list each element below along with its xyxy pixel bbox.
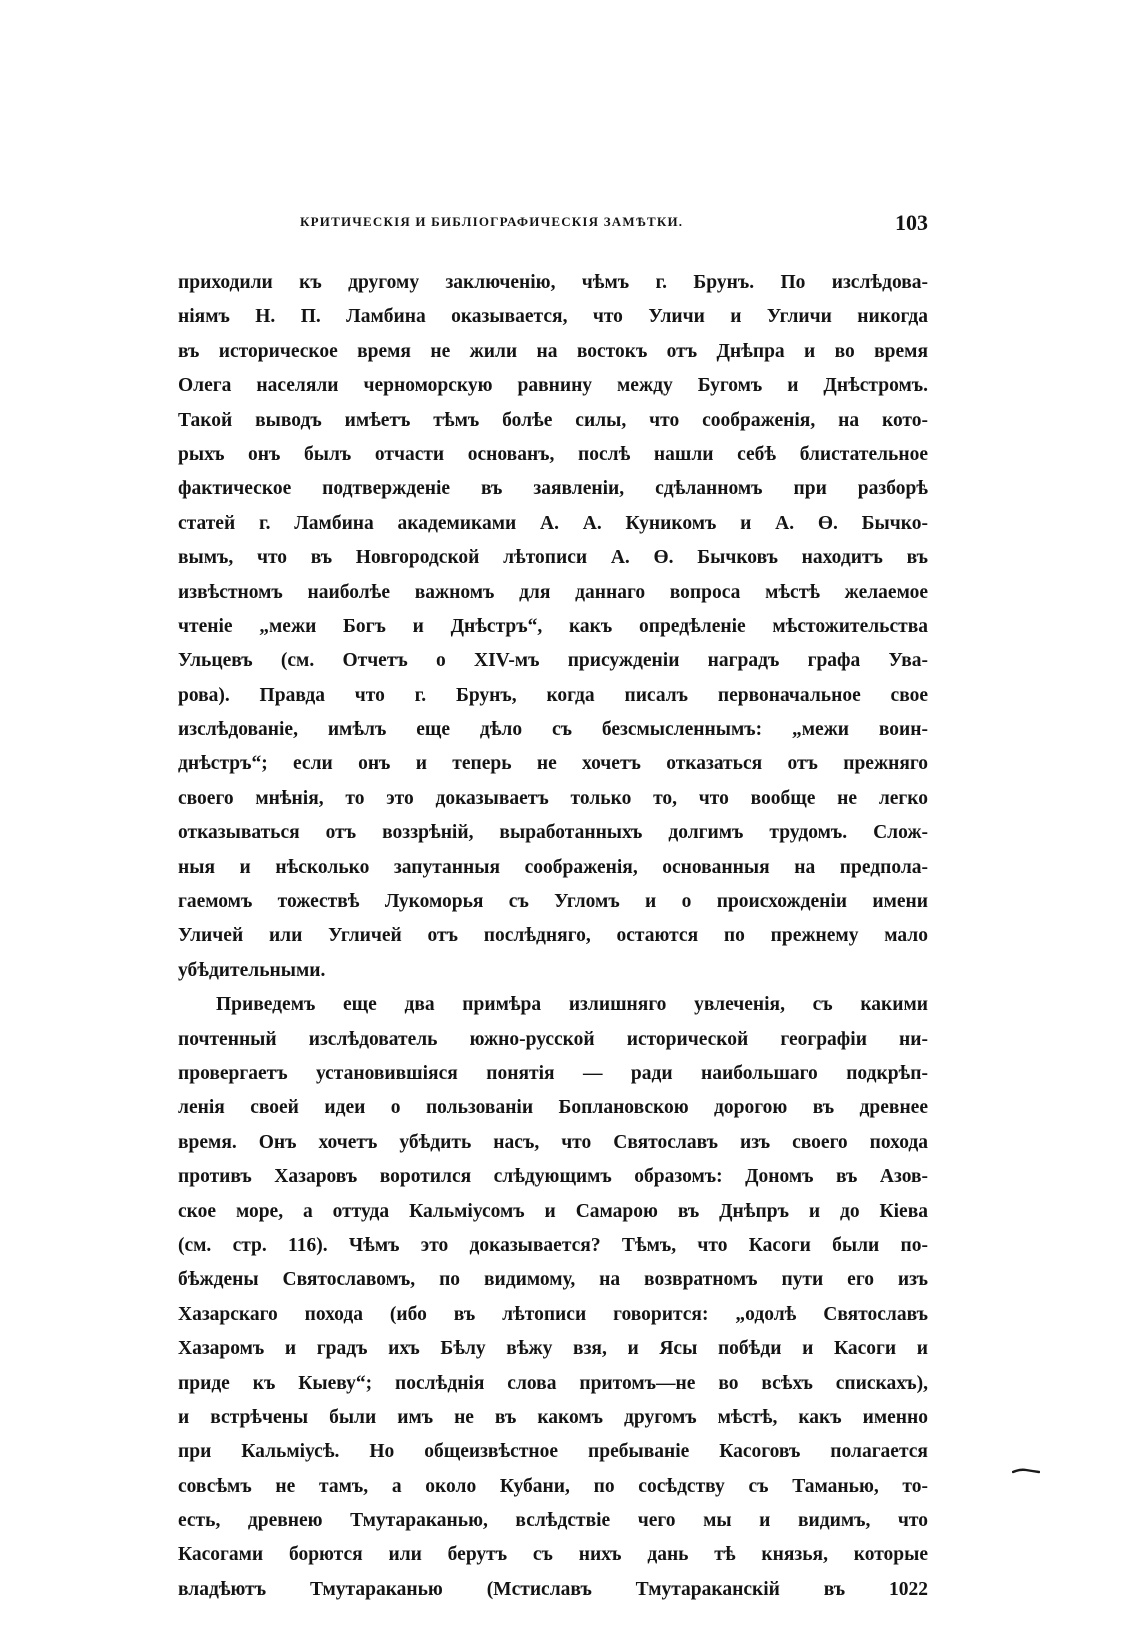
- body-text: [178, 266, 928, 1607]
- page-header: [300, 210, 928, 236]
- text-line: Хазарскаго похода (ибо въ лѣтописи говорится: „одолѣ Святославъ: [178, 1303, 928, 1325]
- running-head: КРИТИЧЕСКІЯ И БИБЛІОГРАФИЧЕСКІЯ ЗАМѢТКИ.: [300, 214, 684, 229]
- text-line: при Кальміусѣ. Но общеизвѣстное пребываніе Касоговъ полагается: [178, 1441, 928, 1463]
- text-line: днѣстръ“; если онъ и теперь не хочетъ отказаться отъ прежняго: [178, 753, 928, 775]
- text-line: Ульцевъ (см. Отчетъ о XIV-мъ присужденіи наградъ графа Ува-: [178, 650, 928, 672]
- text-line: и встрѣчены были имъ не въ какомъ другомъ мѣстѣ, какъ именно: [178, 1406, 928, 1428]
- text-line: владѣютъ Тмутараканью (Мстиславъ Тмутараканскій въ 1022: [178, 1578, 928, 1600]
- page-number: 103: [895, 210, 928, 235]
- text-line: Хазаромъ и градъ ихъ Бѣлу вѣжу взя, и Ясы побѣди и Касоги и: [178, 1338, 928, 1360]
- text-line: изслѣдованіе, имѣлъ еще дѣло съ безсмысленнымъ: „межи воин-: [178, 719, 928, 741]
- text-line: Олега населяли черноморскую равнину между Бугомъ и Днѣстромъ.: [178, 375, 928, 397]
- text-line: чтеніе „межи Богъ и Днѣстръ“, какъ опредѣленіе мѣстожительства: [178, 615, 928, 637]
- paragraph-start-line: Приведемъ еще два примѣра излишняго увлеченія, съ какими: [216, 994, 928, 1016]
- text-line: своего мнѣнія, то это доказываетъ только то, что вообще не легко: [178, 787, 928, 809]
- text-line: бѣждены Святославомъ, по видимому, на возвратномъ пути его изъ: [178, 1269, 928, 1291]
- margin-dash-mark: [1012, 1467, 1040, 1475]
- text-line: отказываться отъ воззрѣній, выработанныхъ долгимъ трудомъ. Слож-: [178, 822, 928, 844]
- text-line: совсѣмъ не тамъ, а около Кубани, по сосѣдству съ Таманью, то-: [178, 1475, 928, 1497]
- text-line: есть, древнею Тмутараканью, вслѣдствіе чего мы и видимъ, что: [178, 1510, 928, 1532]
- text-line: рова). Правда что г. Брунъ, когда писалъ первоначальное свое: [178, 684, 928, 706]
- text-line: Такой выводъ имѣетъ тѣмъ болѣе силы, что соображенія, на кото-: [178, 409, 928, 431]
- paragraph-end-line: убѣдительными.: [178, 959, 326, 981]
- text-line: фактическое подтвержденіе въ заявленіи, сдѣланномъ при разборѣ: [178, 478, 928, 500]
- text-line: время. Онъ хочетъ убѣдить насъ, что Святославъ изъ своего похода: [178, 1131, 928, 1153]
- text-line: рыхъ онъ былъ отчасти основанъ, послѣ нашли себѣ блистательное: [178, 443, 928, 465]
- text-line: въ историческое время не жили на востокъ отъ Днѣпра и во время: [178, 340, 928, 362]
- text-line: ское море, а оттуда Кальміусомъ и Самарою въ Днѣпръ и до Кіева: [178, 1200, 928, 1222]
- text-line: гаемомъ тожествѣ Лукоморья съ Угломъ и о происхожденіи имени: [178, 891, 928, 913]
- text-line: (см. стр. 116). Чѣмъ это доказывается? Тѣмъ, что Касоги были по-: [178, 1234, 928, 1256]
- text-line: противъ Хазаровъ воротился слѣдующимъ образомъ: Дономъ въ Азов-: [178, 1166, 928, 1188]
- text-line: Касогами борются или берутъ съ нихъ дань тѣ князья, которые: [178, 1544, 928, 1566]
- text-line: почтенный изслѣдователь южно-русской исторической географіи ни-: [178, 1028, 928, 1050]
- text-line: вымъ, что въ Новгородской лѣтописи А. Ө. Бычковъ находитъ въ: [178, 547, 928, 569]
- text-line: статей г. Ламбина академиками А. А. Куникомъ и А. Ө. Бычко-: [178, 512, 928, 534]
- text-line: ленія своей идеи о пользованіи Боплановскою дорогою въ древнее: [178, 1097, 928, 1119]
- text-line: провергаетъ установившіяся понятія — ради наибольшаго подкрѣп-: [178, 1062, 928, 1084]
- text-line: приходили къ другому заключенію, чѣмъ г. Брунъ. По изслѣдова-: [178, 272, 928, 293]
- text-line: извѣстномъ наиболѣе важномъ для даннаго вопроса мѣстѣ желаемое: [178, 581, 928, 603]
- text-line: Уличей или Угличей отъ послѣдняго, остаются по прежнему мало: [178, 925, 928, 947]
- text-line: приде къ Кыеву“; послѣднія слова притомъ—не во всѣхъ спискахъ),: [178, 1372, 928, 1394]
- text-line: ныя и нѣсколько запутанныя соображенія, основанныя на предпола-: [178, 856, 928, 878]
- text-line: ніямъ Н. П. Ламбина оказывается, что Уличи и Угличи никогда: [178, 306, 928, 328]
